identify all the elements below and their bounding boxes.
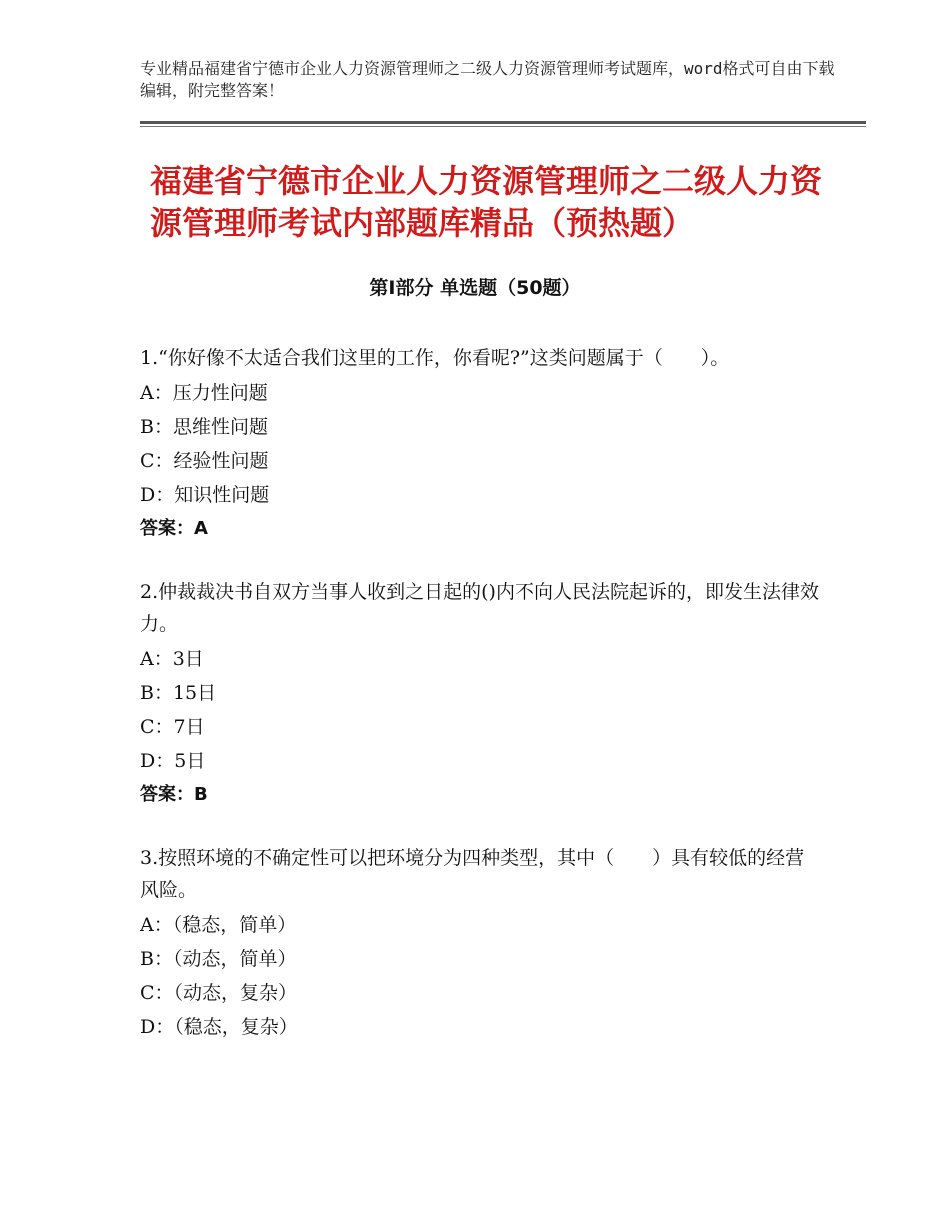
question-3 [140, 842, 820, 1044]
option-a: A：压力性问题 [140, 382, 268, 404]
option-d: D：5日 [140, 750, 206, 772]
section-title: 第Ⅰ部分 单选题（50题） [369, 277, 581, 299]
header-divider-thin [140, 126, 866, 127]
question-2 [140, 576, 820, 812]
option-b: B：思维性问题 [140, 416, 268, 438]
answer: 答案：B [140, 784, 208, 805]
question-stem: 2.仲裁裁决书自双方当事人收到之日起的()内不向人民法院起诉的，即发生法律效力。 [140, 581, 819, 635]
option-c: C：经验性问题 [140, 450, 269, 472]
option-c: C：（动态，复杂） [140, 982, 298, 1004]
option-d: D：知识性问题 [140, 484, 270, 506]
question-list [140, 342, 820, 1074]
header-note: 专业精品福建省宁德市企业人力资源管理师之二级人力资源管理师考试题库，word格式可自由下载编辑，附完整答案！ [140, 59, 835, 100]
header-divider-thick [140, 121, 866, 124]
option-d: D：（稳态，复杂） [140, 1016, 298, 1038]
option-a: A：3日 [140, 648, 204, 670]
answer: 答案：A [140, 518, 208, 539]
option-b: B：（动态，简单） [140, 948, 297, 970]
option-b: B：15日 [140, 682, 217, 704]
question-stem: 3.按照环境的不确定性可以把环境分为四种类型，其中（ ）具有较低的经营风险。 [140, 847, 805, 901]
document-title: 福建省宁德市企业人力资源管理师之二级人力资源管理师考试内部题库精品（预热题） [150, 162, 823, 242]
question-stem: 1.“你好像不太适合我们这里的工作，你看呢?”这类问题属于（ ）。 [140, 347, 730, 369]
question-1 [140, 342, 820, 546]
option-c: C：7日 [140, 716, 205, 738]
option-a: A：（稳态，简单） [140, 914, 297, 936]
